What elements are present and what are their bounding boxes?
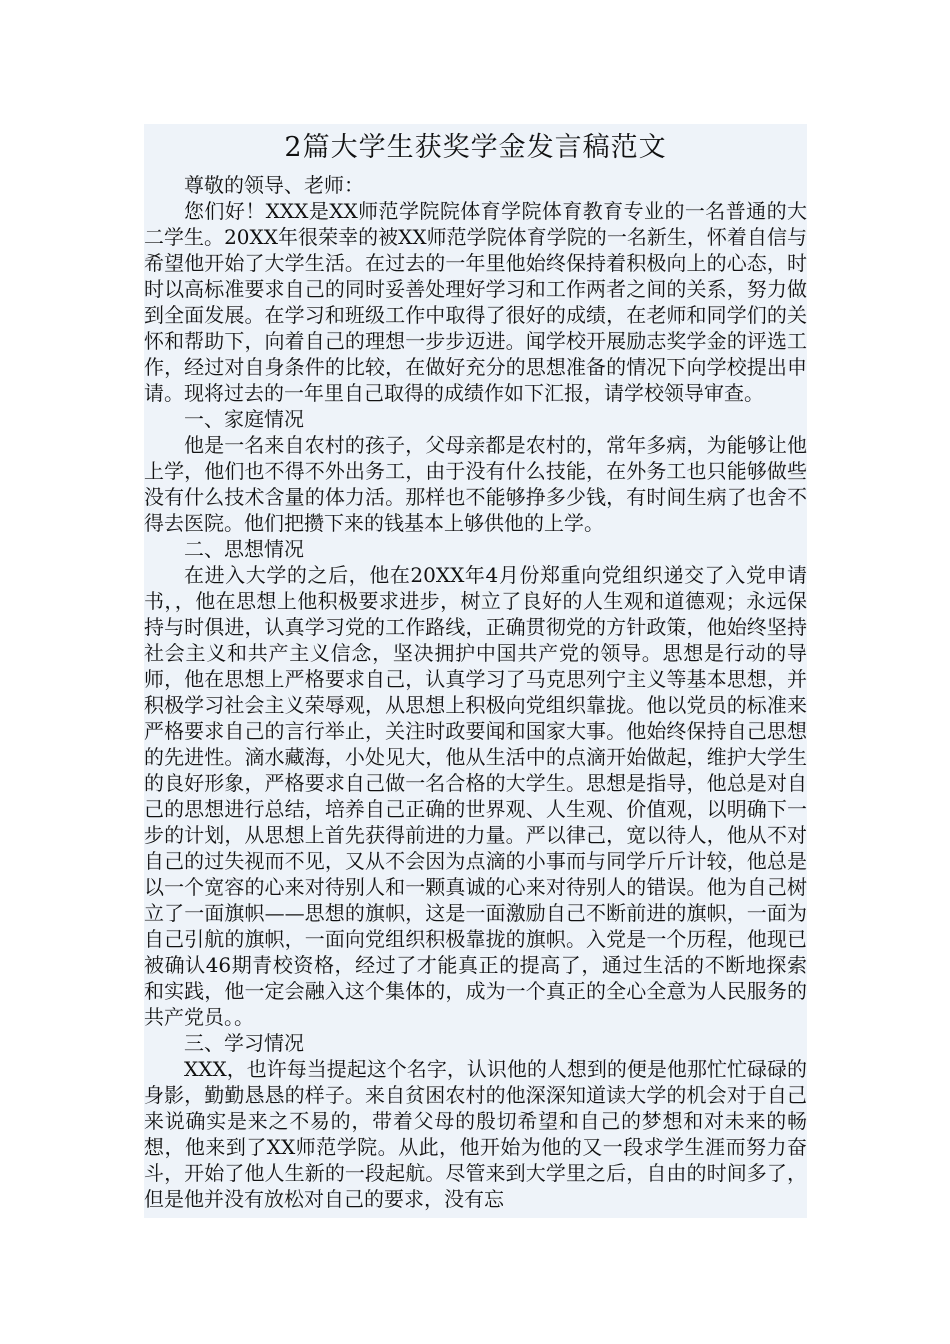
paragraph-family: 他是一名来自农村的孩子，父母亲都是农村的，常年多病，为能够让他上学，他们也不得不外出务工，由于没有什么技能，在外务工也只能够做些没有什么技术含量的体力活。那样也不能够挣多少钱，有时间生病了也舍不得去医院。他们把攒下来的钱基本上够供他的上学。 xyxy=(144,433,807,535)
document-title: 2篇大学生获奖学金发言稿范文 xyxy=(284,132,667,163)
paragraph-intro: 您们好！XXX是XX师范学院院体育学院体育教育专业的一名普通的大二学生。20XX年很荣幸的被XX师范学院体育学院的一名新生，怀着自信与希望他开始了大学生活。在过去的一年里他始终保持着积极向上的心态，时时以高标准要求自己的同时妥善处理好学习和工作两者之间的关系，努力做到全面发展。在学习和班级工作中取得了很好的成绩，在老师和同学们的关怀和帮助下，向着自己的理想一步步迈进。闻学校开展励志奖学金的评选工作，经过对自身条件的比较，在做好充分的思想准备的情况下向学校提出申请。现将过去的一年里自己取得的成绩作如下汇报，请学校领导审查。 xyxy=(144,199,807,405)
section-heading-family: 一、家庭情况 xyxy=(184,407,304,431)
section-heading-thought: 二、思想情况 xyxy=(184,537,304,561)
paragraph-thought: 在进入大学的之后，他在20XX年4月份郑重向党组织递交了入党申请书，，他在思想上他积极要求进步，树立了良好的人生观和道德观；永远保持与时俱进，认真学习党的工作路线，正确贯彻党的方针政策，他始终坚持社会主义和共产主义信念，坚决拥护中国共产党的领导。思想是行动的导师，他在思想上严格要求自己，认真学习了马克思列宁主义等基本思想，并积极学习社会主义荣辱观，从思想上积极向党组织靠拢。他以党员的标准来严格要求自己的言行举止，关注时政要闻和国家大事。他始终保持自己思想的先进性。滴水藏海，小处见大，他从生活中的点滴开始做起，维护大学生的良好形象，严格要求自己做一名合格的大学生。思想是指导，他总是对自己的思想进行总结，培养自己正确的世界观、人生观、价值观，以明确下一步的计划，从思想上首先获得前进的力量。严以律己，宽以待人，他从不对自己的过失视而不见，又从不会因为点滴的小事而与同学斤斤计较，他总是以一个宽容的心来对待别人和一颗真诚的心来对待别人的错误。他为自己树立了一面旗帜——思想的旗帜，这是一面激励自己不断前进的旗帜，一面为自己引航的旗帜，一面向党组织积极靠拢的旗帜。入党是一个历程，他现已被确认46期青校资格，经过了才能真正的提高了，通过生活的不断地探索和实践，他一定会融入这个集体的，成为一个真正的全心全意为人民服务的共产党员。。 xyxy=(144,563,807,1029)
section-heading-study: 三、学习情况 xyxy=(184,1031,304,1055)
salutation: 尊敬的领导、老师： xyxy=(184,173,364,197)
paragraph-study: XXX，也许每当提起这个名字，认识他的人想到的便是他那忙忙碌碌的身影，勤勤恳恳的样子。来自贫困农村的他深深知道读大学的机会对于自己来说确实是来之不易的，带着父母的殷切希望和自己的梦想和对未来的畅想，他来到了XX师范学院。从此，他开始为他的又一段求学生涯而努力奋斗，开始了他人生新的一段起航。尽管来到大学里之后，自由的时间多了，但是他并没有放松对自己的要求，没有忘 xyxy=(144,1057,807,1211)
document-page xyxy=(144,124,807,1218)
